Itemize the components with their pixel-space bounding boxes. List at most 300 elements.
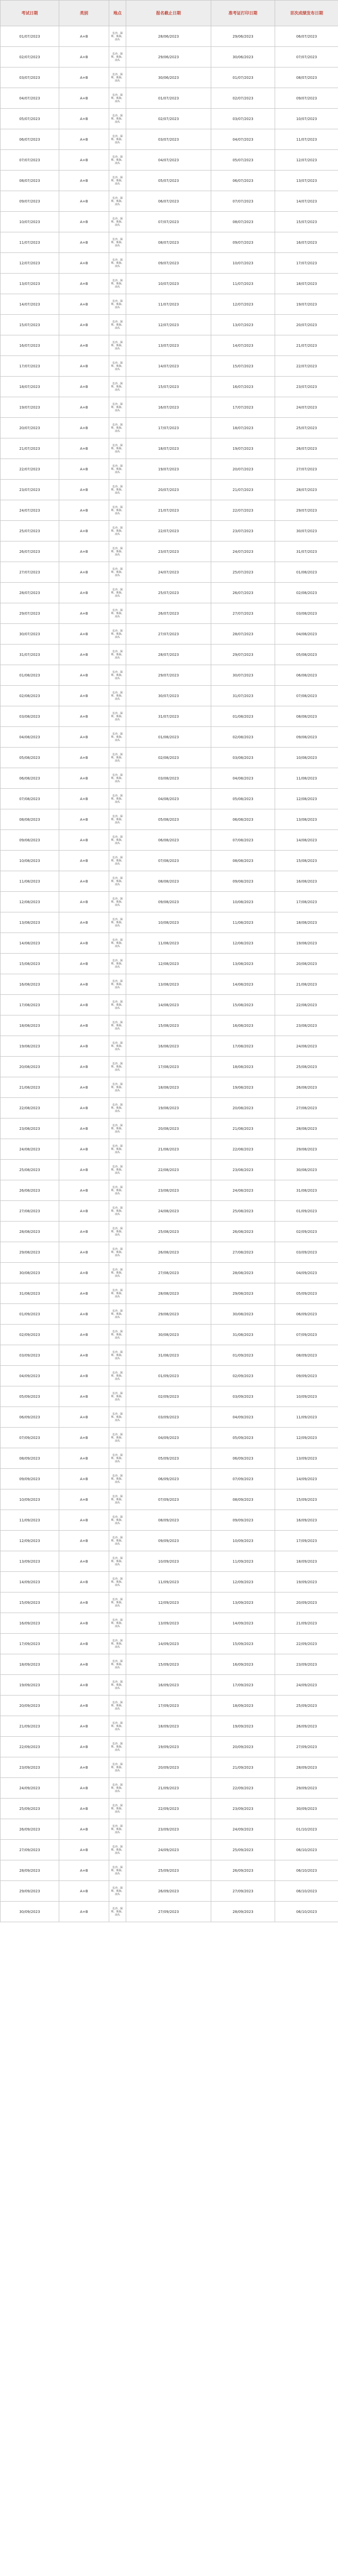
- cell-location: 长沙、深圳、珠海、汕头: [109, 645, 126, 665]
- cell-admission-ticket-date: 23/09/2023: [211, 1799, 275, 1819]
- cell-category: A+B: [59, 1448, 109, 1469]
- cell-registration-deadline: 28/07/2023: [126, 645, 211, 665]
- cell-registration-deadline: 20/09/2023: [126, 1757, 211, 1778]
- cell-category: A+B: [59, 1242, 109, 1263]
- cell-registration-deadline: 03/08/2023: [126, 768, 211, 789]
- cell-first-result-date: 20/08/2023: [275, 954, 338, 974]
- cell-location: 长沙、深圳、珠海、汕头: [109, 1201, 126, 1222]
- cell-registration-deadline: 29/06/2023: [126, 47, 211, 67]
- table-row: [1, 1304, 338, 1325]
- cell-admission-ticket-date: 12/09/2023: [211, 1572, 275, 1592]
- cell-first-result-date: 07/07/2023: [275, 47, 338, 67]
- cell-location: 长沙、深圳、珠海、汕头: [109, 1118, 126, 1139]
- cell-category: A+B: [59, 1572, 109, 1592]
- table-row: [1, 1098, 338, 1118]
- table-row: [1, 335, 338, 356]
- cell-first-result-date: 25/07/2023: [275, 418, 338, 438]
- cell-first-result-date: 21/07/2023: [275, 335, 338, 356]
- cell-registration-deadline: 10/09/2023: [126, 1551, 211, 1572]
- cell-location: 长沙、深圳、珠海、汕头: [109, 191, 126, 212]
- table-row: [1, 1551, 338, 1572]
- cell-location: 长沙、深圳、珠海、汕头: [109, 480, 126, 500]
- cell-location: 长沙、深圳、珠海、汕头: [109, 1098, 126, 1118]
- table-row: [1, 1902, 338, 1922]
- cell-location: 长沙、深圳、珠海、汕头: [109, 1180, 126, 1201]
- cell-admission-ticket-date: 21/08/2023: [211, 1118, 275, 1139]
- cell-admission-ticket-date: 02/08/2023: [211, 727, 275, 748]
- cell-registration-deadline: 14/08/2023: [126, 995, 211, 1015]
- cell-registration-deadline: 17/08/2023: [126, 1057, 211, 1077]
- cell-first-result-date: 09/07/2023: [275, 88, 338, 109]
- cell-first-result-date: 08/08/2023: [275, 706, 338, 727]
- cell-first-result-date: 24/08/2023: [275, 1036, 338, 1057]
- cell-exam-date: 25/09/2023: [1, 1799, 59, 1819]
- cell-admission-ticket-date: 18/09/2023: [211, 1696, 275, 1716]
- cell-registration-deadline: 28/06/2023: [126, 26, 211, 47]
- cell-first-result-date: 23/09/2023: [275, 1654, 338, 1675]
- cell-admission-ticket-date: 05/07/2023: [211, 150, 275, 171]
- cell-location: 长沙、深圳、珠海、汕头: [109, 1510, 126, 1531]
- table-row: [1, 624, 338, 645]
- table-row: [1, 26, 338, 47]
- cell-first-result-date: 13/07/2023: [275, 171, 338, 191]
- cell-location: 长沙、深圳、珠海、汕头: [109, 624, 126, 645]
- cell-admission-ticket-date: 27/07/2023: [211, 603, 275, 624]
- table-row: [1, 356, 338, 377]
- cell-registration-deadline: 20/08/2023: [126, 1118, 211, 1139]
- table-row: [1, 274, 338, 294]
- cell-category: A+B: [59, 1737, 109, 1757]
- cell-admission-ticket-date: 22/07/2023: [211, 500, 275, 521]
- cell-category: A+B: [59, 26, 109, 47]
- cell-admission-ticket-date: 07/08/2023: [211, 830, 275, 851]
- cell-registration-deadline: 09/07/2023: [126, 253, 211, 274]
- cell-registration-deadline: 06/07/2023: [126, 191, 211, 212]
- cell-registration-deadline: 04/08/2023: [126, 789, 211, 809]
- cell-category: A+B: [59, 624, 109, 645]
- cell-first-result-date: 27/09/2023: [275, 1737, 338, 1757]
- cell-registration-deadline: 13/09/2023: [126, 1613, 211, 1634]
- cell-first-result-date: 19/08/2023: [275, 933, 338, 954]
- cell-category: A+B: [59, 871, 109, 892]
- cell-admission-ticket-date: 15/09/2023: [211, 1634, 275, 1654]
- cell-registration-deadline: 11/07/2023: [126, 294, 211, 315]
- cell-registration-deadline: 24/08/2023: [126, 1201, 211, 1222]
- cell-exam-date: 15/07/2023: [1, 315, 59, 335]
- cell-first-result-date: 20/09/2023: [275, 1592, 338, 1613]
- cell-admission-ticket-date: 28/07/2023: [211, 624, 275, 645]
- table-row: [1, 1222, 338, 1242]
- cell-first-result-date: 30/07/2023: [275, 521, 338, 541]
- cell-exam-date: 20/08/2023: [1, 1057, 59, 1077]
- cell-location: 长沙、深圳、珠海、汕头: [109, 1428, 126, 1448]
- cell-location: 长沙、深圳、珠海、汕头: [109, 253, 126, 274]
- cell-exam-date: 17/09/2023: [1, 1634, 59, 1654]
- cell-registration-deadline: 21/08/2023: [126, 1139, 211, 1160]
- cell-admission-ticket-date: 07/07/2023: [211, 191, 275, 212]
- table-row: [1, 995, 338, 1015]
- header-exam-date: 考试日期: [1, 1, 59, 26]
- cell-exam-date: 03/08/2023: [1, 706, 59, 727]
- cell-exam-date: 01/07/2023: [1, 26, 59, 47]
- cell-location: 长沙、深圳、珠海、汕头: [109, 1592, 126, 1613]
- table-row: [1, 851, 338, 871]
- cell-category: A+B: [59, 1531, 109, 1551]
- cell-registration-deadline: 19/08/2023: [126, 1098, 211, 1118]
- cell-location: 长沙、深圳、珠海、汕头: [109, 1551, 126, 1572]
- cell-exam-date: 27/07/2023: [1, 562, 59, 583]
- cell-first-result-date: 06/10/2023: [275, 1860, 338, 1881]
- table-row: [1, 1696, 338, 1716]
- cell-first-result-date: 02/08/2023: [275, 583, 338, 603]
- cell-registration-deadline: 12/07/2023: [126, 315, 211, 335]
- cell-category: A+B: [59, 191, 109, 212]
- cell-admission-ticket-date: 31/07/2023: [211, 686, 275, 706]
- cell-location: 长沙、深圳、珠海、汕头: [109, 315, 126, 335]
- table-row: [1, 1077, 338, 1098]
- cell-registration-deadline: 19/09/2023: [126, 1737, 211, 1757]
- cell-registration-deadline: 18/08/2023: [126, 1077, 211, 1098]
- cell-admission-ticket-date: 16/09/2023: [211, 1654, 275, 1675]
- cell-registration-deadline: 29/08/2023: [126, 1304, 211, 1325]
- cell-category: A+B: [59, 748, 109, 768]
- table-row: [1, 438, 338, 459]
- cell-category: A+B: [59, 1325, 109, 1345]
- cell-category: A+B: [59, 1428, 109, 1448]
- cell-exam-date: 27/08/2023: [1, 1201, 59, 1222]
- cell-location: 长沙、深圳、珠海、汕头: [109, 1799, 126, 1819]
- cell-admission-ticket-date: 20/08/2023: [211, 1098, 275, 1118]
- cell-admission-ticket-date: 19/09/2023: [211, 1716, 275, 1737]
- cell-location: 长沙、深圳、珠海、汕头: [109, 1489, 126, 1510]
- table-row: [1, 129, 338, 150]
- cell-exam-date: 09/09/2023: [1, 1469, 59, 1489]
- cell-exam-date: 29/09/2023: [1, 1881, 59, 1902]
- cell-location: 长沙、深圳、珠海、汕头: [109, 995, 126, 1015]
- cell-category: A+B: [59, 851, 109, 871]
- cell-first-result-date: 26/07/2023: [275, 438, 338, 459]
- cell-location: 长沙、深圳、珠海、汕头: [109, 851, 126, 871]
- cell-exam-date: 22/09/2023: [1, 1737, 59, 1757]
- cell-exam-date: 17/07/2023: [1, 356, 59, 377]
- cell-exam-date: 08/07/2023: [1, 171, 59, 191]
- cell-location: 长沙、深圳、珠海、汕头: [109, 809, 126, 830]
- cell-category: A+B: [59, 171, 109, 191]
- cell-exam-date: 29/08/2023: [1, 1242, 59, 1263]
- cell-category: A+B: [59, 1036, 109, 1057]
- cell-location: 长沙、深圳、珠海、汕头: [109, 933, 126, 954]
- cell-admission-ticket-date: 11/07/2023: [211, 274, 275, 294]
- cell-admission-ticket-date: 01/09/2023: [211, 1345, 275, 1366]
- cell-category: A+B: [59, 1118, 109, 1139]
- cell-registration-deadline: 06/08/2023: [126, 830, 211, 851]
- cell-exam-date: 11/09/2023: [1, 1510, 59, 1531]
- cell-exam-date: 04/08/2023: [1, 727, 59, 748]
- cell-exam-date: 16/07/2023: [1, 335, 59, 356]
- cell-first-result-date: 16/09/2023: [275, 1510, 338, 1531]
- cell-first-result-date: 14/09/2023: [275, 1469, 338, 1489]
- cell-registration-deadline: 27/08/2023: [126, 1263, 211, 1283]
- cell-first-result-date: 12/09/2023: [275, 1428, 338, 1448]
- cell-admission-ticket-date: 04/09/2023: [211, 1407, 275, 1428]
- cell-exam-date: 02/09/2023: [1, 1325, 59, 1345]
- cell-first-result-date: 19/07/2023: [275, 294, 338, 315]
- cell-first-result-date: 28/09/2023: [275, 1757, 338, 1778]
- cell-exam-date: 14/09/2023: [1, 1572, 59, 1592]
- cell-first-result-date: 21/09/2023: [275, 1613, 338, 1634]
- table-row: [1, 1469, 338, 1489]
- cell-exam-date: 06/08/2023: [1, 768, 59, 789]
- cell-location: 长沙、深圳、珠海、汕头: [109, 294, 126, 315]
- cell-category: A+B: [59, 1510, 109, 1531]
- cell-admission-ticket-date: 07/09/2023: [211, 1469, 275, 1489]
- cell-registration-deadline: 28/08/2023: [126, 1283, 211, 1304]
- cell-admission-ticket-date: 26/08/2023: [211, 1222, 275, 1242]
- table-row: [1, 562, 338, 583]
- cell-registration-deadline: 22/07/2023: [126, 521, 211, 541]
- cell-first-result-date: 03/09/2023: [275, 1242, 338, 1263]
- cell-location: 长沙、深圳、珠海、汕头: [109, 212, 126, 232]
- cell-admission-ticket-date: 25/08/2023: [211, 1201, 275, 1222]
- table-row: [1, 1366, 338, 1386]
- cell-exam-date: 30/08/2023: [1, 1263, 59, 1283]
- cell-location: 长沙、深圳、珠海、汕头: [109, 748, 126, 768]
- cell-location: 长沙、深圳、珠海、汕头: [109, 274, 126, 294]
- cell-exam-date: 02/08/2023: [1, 686, 59, 706]
- cell-admission-ticket-date: 10/09/2023: [211, 1531, 275, 1551]
- table-row: [1, 377, 338, 397]
- cell-first-result-date: 10/09/2023: [275, 1386, 338, 1407]
- table-row: [1, 171, 338, 191]
- cell-first-result-date: 16/07/2023: [275, 232, 338, 253]
- table-row: [1, 912, 338, 933]
- table-header: [1, 1, 338, 26]
- cell-registration-deadline: 31/07/2023: [126, 706, 211, 727]
- cell-location: 长沙、深圳、珠海、汕头: [109, 377, 126, 397]
- cell-admission-ticket-date: 12/08/2023: [211, 933, 275, 954]
- cell-location: 长沙、深圳、珠海、汕头: [109, 541, 126, 562]
- cell-location: 长沙、深圳、珠海、汕头: [109, 335, 126, 356]
- cell-location: 长沙、深圳、珠海、汕头: [109, 1840, 126, 1860]
- cell-exam-date: 05/08/2023: [1, 748, 59, 768]
- table-row: [1, 974, 338, 995]
- cell-exam-date: 16/09/2023: [1, 1613, 59, 1634]
- cell-category: A+B: [59, 1654, 109, 1675]
- table-row: [1, 1881, 338, 1902]
- cell-admission-ticket-date: 06/07/2023: [211, 171, 275, 191]
- cell-location: 长沙、深圳、珠海、汕头: [109, 686, 126, 706]
- table-row: [1, 1263, 338, 1283]
- cell-category: A+B: [59, 377, 109, 397]
- cell-admission-ticket-date: 03/09/2023: [211, 1386, 275, 1407]
- cell-location: 长沙、深圳、珠海、汕头: [109, 1304, 126, 1325]
- table-row: [1, 1428, 338, 1448]
- cell-admission-ticket-date: 23/07/2023: [211, 521, 275, 541]
- cell-category: A+B: [59, 541, 109, 562]
- cell-registration-deadline: 16/07/2023: [126, 397, 211, 418]
- cell-exam-date: 22/08/2023: [1, 1098, 59, 1118]
- cell-exam-date: 26/08/2023: [1, 1180, 59, 1201]
- cell-first-result-date: 06/09/2023: [275, 1304, 338, 1325]
- table-row: [1, 954, 338, 974]
- cell-exam-date: 10/08/2023: [1, 851, 59, 871]
- cell-category: A+B: [59, 1180, 109, 1201]
- header-row: [1, 1, 338, 26]
- cell-exam-date: 09/08/2023: [1, 830, 59, 851]
- header-registration-deadline: 报名截止日期: [126, 1, 211, 26]
- cell-first-result-date: 15/08/2023: [275, 851, 338, 871]
- cell-category: A+B: [59, 150, 109, 171]
- cell-exam-date: 28/09/2023: [1, 1860, 59, 1881]
- cell-location: 长沙、深圳、珠海、汕头: [109, 1139, 126, 1160]
- cell-exam-date: 11/08/2023: [1, 871, 59, 892]
- header-category: 类别: [59, 1, 109, 26]
- cell-first-result-date: 20/07/2023: [275, 315, 338, 335]
- cell-category: A+B: [59, 1222, 109, 1242]
- cell-location: 长沙、深圳、珠海、汕头: [109, 892, 126, 912]
- cell-location: 长沙、深圳、珠海、汕头: [109, 500, 126, 521]
- cell-location: 长沙、深圳、珠海、汕头: [109, 1778, 126, 1799]
- cell-admission-ticket-date: 10/07/2023: [211, 253, 275, 274]
- cell-category: A+B: [59, 47, 109, 67]
- cell-registration-deadline: 22/09/2023: [126, 1799, 211, 1819]
- cell-admission-ticket-date: 30/06/2023: [211, 47, 275, 67]
- cell-category: A+B: [59, 1304, 109, 1325]
- cell-location: 长沙、深圳、珠海、汕头: [109, 1242, 126, 1263]
- cell-registration-deadline: 11/08/2023: [126, 933, 211, 954]
- cell-location: 长沙、深圳、珠海、汕头: [109, 109, 126, 129]
- cell-registration-deadline: 03/07/2023: [126, 129, 211, 150]
- cell-exam-date: 23/09/2023: [1, 1757, 59, 1778]
- table-row: [1, 727, 338, 748]
- cell-first-result-date: 13/09/2023: [275, 1448, 338, 1469]
- cell-admission-ticket-date: 15/07/2023: [211, 356, 275, 377]
- cell-first-result-date: 10/08/2023: [275, 748, 338, 768]
- cell-registration-deadline: 14/09/2023: [126, 1634, 211, 1654]
- cell-exam-date: 21/08/2023: [1, 1077, 59, 1098]
- cell-admission-ticket-date: 30/08/2023: [211, 1304, 275, 1325]
- cell-exam-date: 23/08/2023: [1, 1118, 59, 1139]
- table-row: [1, 294, 338, 315]
- cell-first-result-date: 05/09/2023: [275, 1283, 338, 1304]
- cell-exam-date: 01/08/2023: [1, 665, 59, 686]
- cell-category: A+B: [59, 1757, 109, 1778]
- cell-category: A+B: [59, 562, 109, 583]
- table-row: [1, 706, 338, 727]
- cell-registration-deadline: 01/07/2023: [126, 88, 211, 109]
- cell-admission-ticket-date: 26/07/2023: [211, 583, 275, 603]
- cell-registration-deadline: 06/09/2023: [126, 1469, 211, 1489]
- cell-registration-deadline: 15/07/2023: [126, 377, 211, 397]
- cell-exam-date: 07/09/2023: [1, 1428, 59, 1448]
- header-admission-ticket-date: 准考证打印日期: [211, 1, 275, 26]
- cell-admission-ticket-date: 29/07/2023: [211, 645, 275, 665]
- cell-registration-deadline: 02/08/2023: [126, 748, 211, 768]
- cell-admission-ticket-date: 13/08/2023: [211, 954, 275, 974]
- cell-exam-date: 30/07/2023: [1, 624, 59, 645]
- cell-category: A+B: [59, 1634, 109, 1654]
- table-row: [1, 1118, 338, 1139]
- cell-registration-deadline: 24/09/2023: [126, 1840, 211, 1860]
- cell-exam-date: 20/09/2023: [1, 1696, 59, 1716]
- cell-exam-date: 05/07/2023: [1, 109, 59, 129]
- cell-category: A+B: [59, 1366, 109, 1386]
- cell-location: 长沙、深圳、珠海、汕头: [109, 1634, 126, 1654]
- cell-exam-date: 14/08/2023: [1, 933, 59, 954]
- cell-category: A+B: [59, 418, 109, 438]
- cell-registration-deadline: 08/08/2023: [126, 871, 211, 892]
- table-row: [1, 1737, 338, 1757]
- cell-exam-date: 26/07/2023: [1, 541, 59, 562]
- cell-first-result-date: 18/09/2023: [275, 1551, 338, 1572]
- table-row: [1, 1860, 338, 1881]
- cell-registration-deadline: 10/08/2023: [126, 912, 211, 933]
- table-row: [1, 1283, 338, 1304]
- cell-registration-deadline: 20/07/2023: [126, 480, 211, 500]
- cell-first-result-date: 11/08/2023: [275, 768, 338, 789]
- table-row: [1, 418, 338, 438]
- cell-exam-date: 01/09/2023: [1, 1304, 59, 1325]
- cell-category: A+B: [59, 954, 109, 974]
- cell-exam-date: 30/09/2023: [1, 1902, 59, 1922]
- cell-exam-date: 24/09/2023: [1, 1778, 59, 1799]
- cell-location: 长沙、深圳、珠海、汕头: [109, 129, 126, 150]
- cell-location: 长沙、深圳、珠海、汕头: [109, 974, 126, 995]
- cell-category: A+B: [59, 603, 109, 624]
- table-row: [1, 603, 338, 624]
- cell-registration-deadline: 18/07/2023: [126, 438, 211, 459]
- cell-location: 长沙、深圳、珠海、汕头: [109, 1531, 126, 1551]
- cell-first-result-date: 14/08/2023: [275, 830, 338, 851]
- cell-category: A+B: [59, 67, 109, 88]
- cell-exam-date: 08/09/2023: [1, 1448, 59, 1469]
- cell-location: 长沙、深圳、珠海、汕头: [109, 1902, 126, 1922]
- cell-first-result-date: 26/09/2023: [275, 1716, 338, 1737]
- table-row: [1, 1201, 338, 1222]
- table-row: [1, 1448, 338, 1469]
- table-row: [1, 748, 338, 768]
- cell-location: 长沙、深圳、珠海、汕头: [109, 1819, 126, 1840]
- cell-registration-deadline: 08/09/2023: [126, 1510, 211, 1531]
- cell-admission-ticket-date: 02/07/2023: [211, 88, 275, 109]
- cell-category: A+B: [59, 521, 109, 541]
- cell-exam-date: 24/07/2023: [1, 500, 59, 521]
- cell-admission-ticket-date: 05/08/2023: [211, 789, 275, 809]
- cell-category: A+B: [59, 727, 109, 748]
- cell-admission-ticket-date: 18/07/2023: [211, 418, 275, 438]
- table-row: [1, 480, 338, 500]
- cell-category: A+B: [59, 933, 109, 954]
- table-row: [1, 109, 338, 129]
- cell-location: 长沙、深圳、珠海、汕头: [109, 1448, 126, 1469]
- cell-exam-date: 12/08/2023: [1, 892, 59, 912]
- cell-location: 长沙、深圳、珠海、汕头: [109, 1263, 126, 1283]
- cell-location: 长沙、深圳、珠海、汕头: [109, 562, 126, 583]
- cell-category: A+B: [59, 1098, 109, 1118]
- cell-location: 长沙、深圳、珠海、汕头: [109, 789, 126, 809]
- cell-exam-date: 08/08/2023: [1, 809, 59, 830]
- table-row: [1, 397, 338, 418]
- cell-location: 长沙、深圳、珠海、汕头: [109, 1757, 126, 1778]
- cell-location: 长沙、深圳、珠海、汕头: [109, 1572, 126, 1592]
- cell-category: A+B: [59, 1592, 109, 1613]
- cell-first-result-date: 29/09/2023: [275, 1778, 338, 1799]
- cell-location: 长沙、深圳、珠海、汕头: [109, 1160, 126, 1180]
- cell-registration-deadline: 08/07/2023: [126, 232, 211, 253]
- cell-category: A+B: [59, 1139, 109, 1160]
- cell-category: A+B: [59, 315, 109, 335]
- cell-exam-date: 03/09/2023: [1, 1345, 59, 1366]
